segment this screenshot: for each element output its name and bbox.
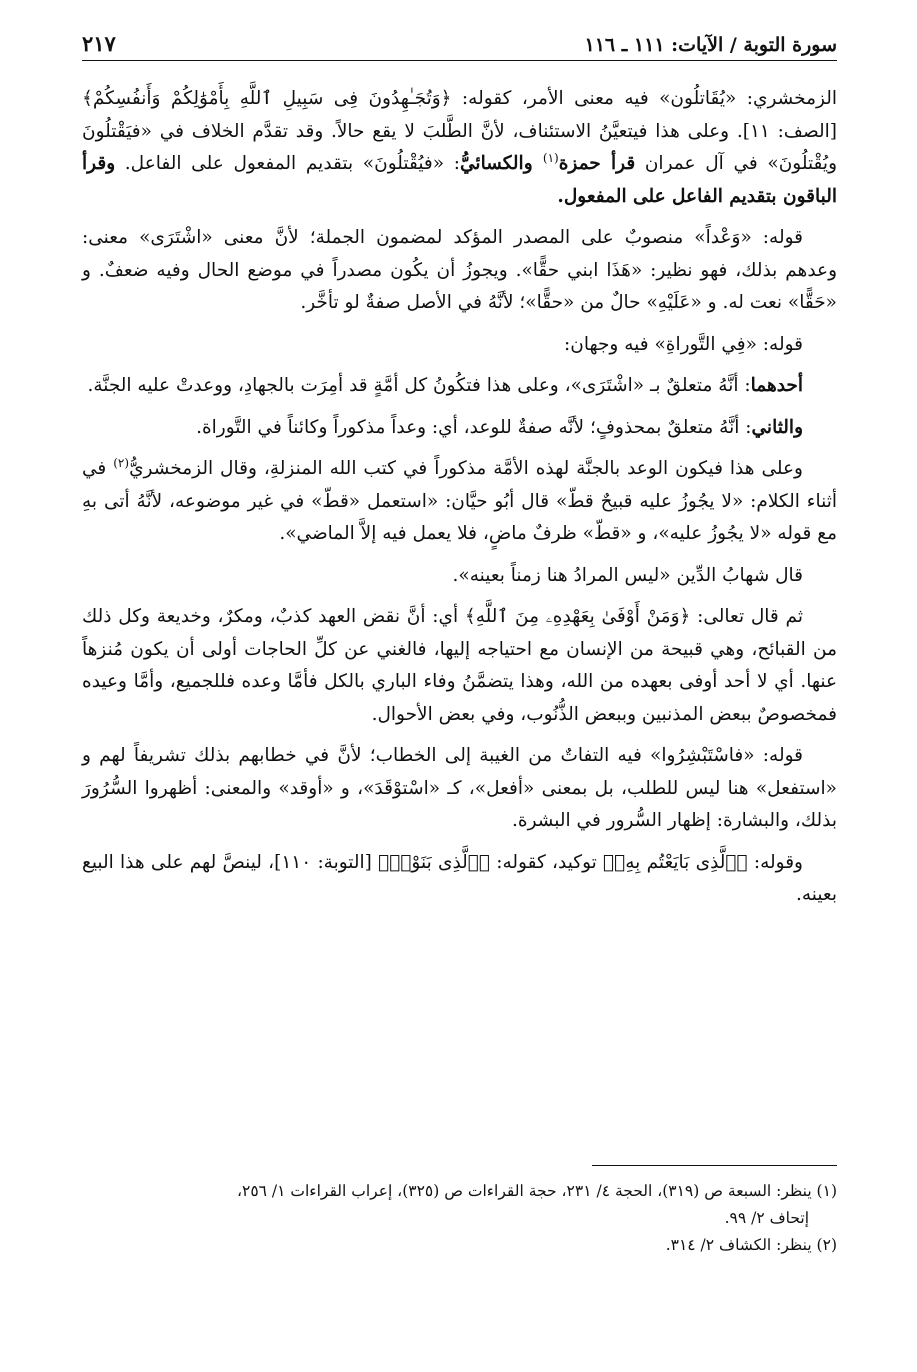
paragraph-8: ثم قال تعالى: ﴿وَمَنْ أَوْفَىٰ بِعَهْدِهِۦ مِنَ ٱللَّهِ﴾ أي: أنَّ نقض العهد كذبٌ، ومكرٌ، وخديعة وكل ذلك من القبائح، وهي قبيحة من الإنسان مع احتياجه إليها، فالغني عن كلِّ الحاجات أولى أن يكون مُنزهاً عنها. أي لا أحد أوفى بعهده من الله، وهذا يتضمَّنُ وفاء الباري بالكل فأمَّا وعده فللجميع، وأمَّا وعيده فمخصوصٌ ببعض المذنبين وببعض الذُّنُوب، وفي بعض الأحوال. bbox=[82, 606, 837, 725]
paragraph-2: قوله: «وَعْداً» منصوبٌ على المصدر المؤكد لمضمون الجملة؛ لأنَّ معنى «اشْتَرَى» معنى: وعدهم بذلك، فهو نظير: «هَذَا ابني حقًّا». ويجوزُ أن يكُون مصدراً في موضع الحال وفيه ضعفٌ. و «حَقًّا» نعت له. و «عَلَيْهِ» حالٌ من «حقًّا»؛ لأنَّهُ في الأصل صفةٌ لو تأخَّر. bbox=[82, 227, 837, 313]
paragraph-9: قوله: «فاسْتَبْشِرُوا» فيه التفاتٌ من الغيبة إلى الخطاب؛ لأنَّ في خطابهم بذلك تشريفاً لهم و «استفعل» هنا ليس للطلب، بل بمعنى «أفعل»، كـ «اسْتوْقَدَ»، و «أوقد» والمعنى: أظهروا السُّرُورَ بذلك، والبشارة: إظهار السُّرور في البشرة. bbox=[82, 745, 837, 831]
footnote-2: (٢) ينظر: الكشاف ٢/ ٣١٤. bbox=[665, 1236, 837, 1254]
footnotes bbox=[82, 1165, 837, 1259]
running-title: سورة التوبة / الآيات: ١١١ ـ ١١٦ bbox=[584, 34, 837, 56]
bold-reader-hamza: قرأ حمزة bbox=[558, 153, 636, 174]
main-text bbox=[82, 83, 837, 912]
paragraph-1: الزمخشري: «يُقَاتلُون» فيه معنى الأمر، كقوله: ﴿وَتُجَـٰهِدُونَ فِى سَبِيلِ ٱللَّهِ بِأَمْوَٰلِكُمْ وَأَنفُسِكُمْ﴾ [الصف: ١١]. وعلى هذا فيتعيَّنُ الاستئناف، لأنَّ الطَّلبَ لا يقع حالاً. وقد تقدَّم الخلاف في «فيَقْتلُونَ ويُقْتلُونَ» في آل عمران قرأ حمزة$^{(١)}$ والكسائيُّ: «فيُقْتلُونَ» بتقديم المفعول على الفاعل. وقرأ الباقون بتقديم الفاعل على المفعول. bbox=[82, 88, 837, 207]
bold-reader-kisai: والكسائيُّ bbox=[460, 153, 543, 174]
book-page bbox=[82, 30, 837, 1352]
footnote-1-continuation: إتحاف ٢/ ٩٩. bbox=[724, 1209, 809, 1227]
paragraph-6: وعلى هذا فيكون الوعد بالجنَّة لهذه الأمَّة مذكوراً في كتب الله المنزلةِ، وقال الزمخشريُّ$^{(٢)}$ في أثناء الكلام: «لا يجُوزُ عليه قبيحٌ قطّ» قال أبُو حيَّان: «استعمل «قطّ» في غير موضوعه، لأنَّهُ أتى بهِ مع قوله «لا يجُوزُ عليه»، و «قطّ» ظرفٌ ماضٍ، فلا يعمل فيه إلاَّ الماضي». bbox=[82, 455, 837, 544]
footnote-1: (١) ينظر: السبعة ص (٣١٩)، الحجة ٤/ ٢٣١، حجة القراءات ص (٣٢٥)، إعراب القراءات ١/ ٢٥٦، bbox=[237, 1182, 837, 1200]
bold-remaining-readers: وقرأ الباقون بتقديم الفاعل على المفعول. bbox=[82, 153, 837, 207]
paragraph-10: وقوله: ﴿ٱلَّذِى بَايَعْتُم بِهِۦ﴾ توكيد، كقوله: ﴿ٱلَّذِى بَنَوْا۟﴾ [التوبة: ١١٠]، لينصَّ لهم على هذا البيع بعينه. bbox=[82, 851, 837, 905]
second-aspect-label: والثاني bbox=[751, 416, 803, 438]
paragraph-4: أحدهما: أنَّهُ متعلقٌ بـ «اشْتَرَى»، وعلى هذا فتكُونُ كل أمَّةٍ قد أمِرَت بالجهادِ، ووعدتْ عليه الجنَّة. bbox=[87, 375, 803, 396]
page-header bbox=[82, 30, 837, 61]
page-number: ٢١٧ bbox=[82, 31, 116, 56]
paragraph-7: قال شهابُ الدِّين «ليس المرادُ هنا زمناً بعينه». bbox=[452, 564, 803, 586]
paragraph-3: قوله: «فِي التَّوراةِ» فيه وجهان: bbox=[564, 333, 803, 355]
footnote-ref-2[interactable]: (٢) bbox=[113, 455, 130, 470]
first-aspect-label: أحدهما bbox=[750, 375, 803, 396]
footnote-ref-1[interactable]: (١) bbox=[542, 150, 559, 165]
paragraph-5: والثاني: أنَّهُ متعلقٌ بمحذوفٍ؛ لأنَّه صفةٌ للوعد، أي: وعداً مذكوراً وكائناً في التَّوراة. bbox=[196, 416, 803, 438]
footnote-divider bbox=[592, 1165, 837, 1166]
